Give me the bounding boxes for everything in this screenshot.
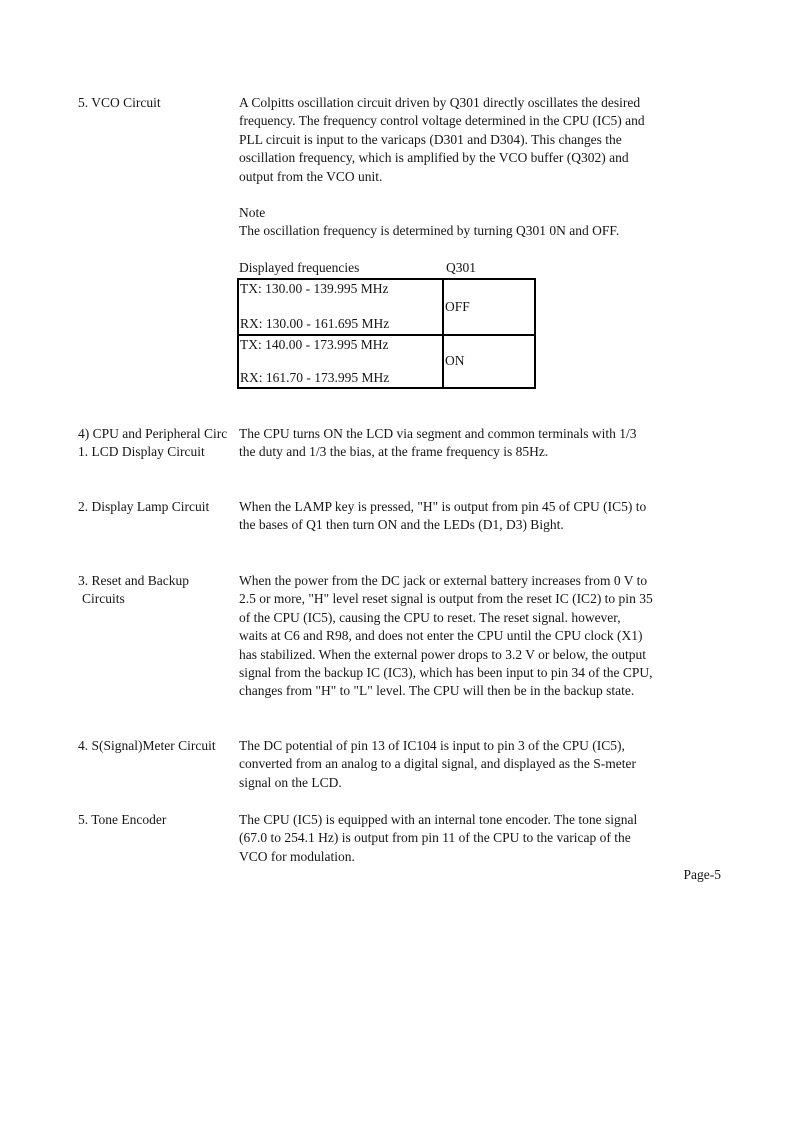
section-body [239, 498, 646, 535]
table-row [239, 280, 534, 334]
body-line: (67.0 to 254.1 Hz) is output from pin 11 of the CPU to the varicap of the [239, 830, 631, 846]
body-line: the bases of Q1 then turn ON and the LEDs (D1, D3) Bight. [239, 517, 564, 533]
section-label [78, 94, 237, 112]
tx-range: TX: 130.00 - 139.995 MHz [240, 281, 389, 296]
body-line: frequency. The frequency control voltage determined in the CPU (IC5) and [239, 113, 645, 129]
body-line: When the power from the DC jack or external battery increases from 0 V to [239, 573, 648, 588]
body-line: converted from an analog to a digital signal, and displayed as the S-meter [239, 756, 637, 772]
body-line: 2.5 or more, "H" level reset signal is output from the reset IC (IC2) to pin 35 [239, 591, 653, 607]
body-line: waits at C6 and R98, and does not enter the CPU until the CPU clock (X1) [239, 628, 643, 644]
section-label [78, 811, 237, 829]
body-line: The DC potential of pin 13 of IC104 is input to pin 3 of the CPU (IC5), [239, 738, 625, 753]
body-line: A Colpitts oscillation circuit driven by Q301 directly oscillates the desired [239, 95, 641, 110]
section-body [239, 572, 653, 701]
note-heading: Note [239, 205, 266, 220]
section-label [78, 737, 237, 755]
label-line: Circuits [82, 591, 125, 607]
header-displayed-frequencies: Displayed frequencies [239, 260, 360, 275]
note-text: The oscillation frequency is determined by turning Q301 0N and OFF. [239, 223, 620, 239]
table-row [239, 334, 534, 388]
section-body [239, 425, 636, 462]
body-line: The CPU turns ON the LCD via segment and common terminals with 1/3 [239, 426, 637, 441]
label-line: 4. S(Signal)Meter Circuit [78, 738, 216, 753]
body-line: signal from the backup IC (IC3), which has been input to pin 34 of the CPU, [239, 664, 653, 680]
frequency-cell [239, 280, 444, 334]
body-line: signal on the LCD. [239, 774, 342, 790]
body-line: The CPU (IC5) is equipped with an internal tone encoder. The tone signal [239, 812, 638, 827]
frequency-cell [239, 336, 444, 388]
page-number: Page-5 [683, 867, 721, 882]
section-body [239, 811, 637, 866]
body-line: changes from "H" to "L" level. The CPU will then be in the backup state. [239, 683, 635, 699]
body-line: PLL circuit is input to the varicaps (D301 and D304). This changes the [239, 131, 622, 147]
label-line: 5. Tone Encoder [78, 812, 167, 827]
section-label [78, 425, 237, 462]
label-line: 2. Display Lamp Circuit [78, 499, 210, 514]
label-line: 5. VCO Circuit [78, 95, 161, 110]
section-body [239, 737, 636, 792]
table-header [239, 259, 539, 277]
frequency-table [237, 278, 536, 389]
body-line: oscillation frequency, which is amplified by the VCO buffer (Q302) and [239, 150, 629, 166]
body-line: When the LAMP key is pressed, "H" is output from pin 45 of CPU (IC5) to [239, 499, 647, 514]
body-line: the duty and 1/3 the bias, at the frame frequency is 85Hz. [239, 444, 549, 460]
q301-state-cell [444, 336, 534, 388]
q301-state: OFF [445, 298, 470, 314]
rx-range: RX: 130.00 - 161.695 MHz [240, 316, 390, 332]
label-line: 1. LCD Display Circuit [78, 444, 205, 460]
body-line: has stabilized. When the external power drops to 3.2 V or below, the output [239, 646, 647, 662]
section-label [78, 572, 237, 609]
label-line: 4) CPU and Peripheral Circ [78, 426, 228, 441]
section-label [78, 498, 237, 516]
rx-range: RX: 161.70 - 173.995 MHz [240, 369, 390, 385]
body-line: of the CPU (IC5), causing the CPU to reset. The reset signal. however, [239, 609, 621, 625]
section-body [239, 94, 645, 186]
body-line: output from the VCO unit. [239, 168, 383, 184]
header-q301: Q301 [446, 260, 476, 275]
label-line: 3. Reset and Backup [78, 573, 189, 588]
q301-state-cell [444, 280, 534, 334]
body-line: VCO for modulation. [239, 848, 355, 864]
q301-state: ON [445, 353, 465, 369]
tx-range: TX: 140.00 - 173.995 MHz [240, 336, 389, 352]
